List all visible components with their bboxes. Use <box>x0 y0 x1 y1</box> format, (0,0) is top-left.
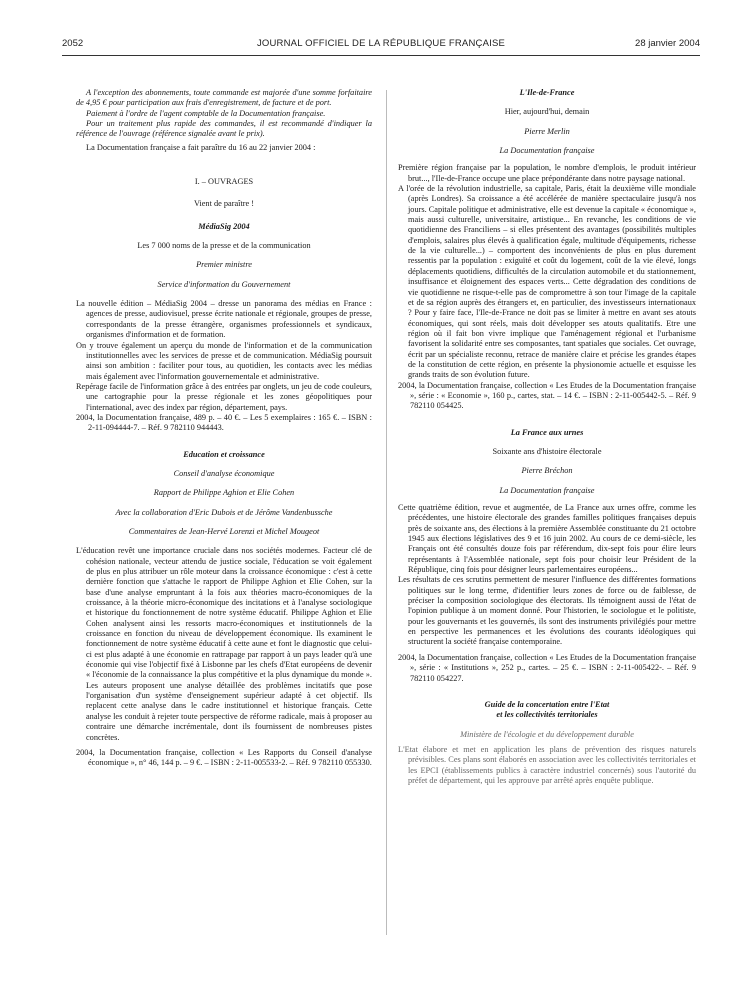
book-title: Education et croissance <box>183 449 265 459</box>
book-title-line2: et les collectivités territoriales <box>496 710 598 720</box>
book-description: L'Etat élabore et met en application les plans de prévention des risques naturels prévisibles. Ces plans sont élaborés en association avec les collectivités territoriales et les EPCI (établissements publics à caractère industriel concernés) sous l'autorité du préfet de département, qui les approuve par arrêté après enquête publique. <box>398 744 696 785</box>
page-number: 2052 <box>62 38 84 49</box>
book-title: L'Ile-de-France <box>519 88 575 97</box>
book-author: Premier ministre <box>196 260 252 270</box>
book-publisher: La Documentation française <box>499 485 595 495</box>
book-description: Cette quatrième édition, revue et augmentée, de La France aux urnes offre, comme les précédentes, une histoire électorale des grandes familles politiques françaises depuis près de soixante ans, des élections à la première Assemblée constituante du 21 octobre 1945 aux élections législatives des 9 et 16 juin 2002. Au cours de ce demi-siècle, les Français ont été consultés douze fois par référendum, dix-sept fois pour élire leurs représentants à l'Assemblée nationale, sept fois pour choisir leur Président de la République, cinq fois pour désigner leurs parlementaires européens... <box>398 503 696 575</box>
book-subtitle: Hier, aujourd'hui, demain <box>504 107 590 117</box>
book-description: L'éducation revêt une importance cruciale dans nos sociétés modernes. Facteur clé de cohésion nationale, vecteur attendu de justice sociale, l'éducation se voit également de plus en plus attribuer un rôle moteur dans la croissance économique : c'est à cette dernière fonction que s'attache le rapport de Philippe Aghion et Elie Cohen, sur la base d'une analyse empruntant à la fois aux théories macro-économiques de la croissance, à la théorie micro-économique des incitations et à l'analyse sociologique et historique du fonctionnement de notre système éducatif. Philippe Aghion et Elie Cohen analysent ainsi les ressorts macro-économiques et institutionnels de la croissance en fonction du niveau de développement économique. Ils examinent le fonctionnement de notre système éducatif à cette aune et font le diagnostic que celui-ci est plus adapté à une économie en rattrapage par rapport à un pays leader qu'à une économie qui vise l'objectif fixé à Lisbonne par les chefs d'Etat européens de devenir « l'économie de la connaissance la plus compétitive et la plus dynamique du monde ». Les auteurs proposent une analyse détaillée des problèmes incitatifs que pose l'organisation d'un système d'enseignement supérieur adapté à cet objectif. Ils replacent cette analyse dans le cadre institutionnel et historique français. Cette analyse les conduit à rejeter toute perspective de réforme radicale, mais à proposer au contraire une démarche incrémentale, dont ils fournissent de nombreuses pistes concrètes. <box>76 546 372 742</box>
order-note-2: Paiement à l'ordre de l'agent comptable de la Documentation française. <box>86 108 326 118</box>
book-reference: 2004, la Documentation française, collection « Les Rapports du Conseil d'analyse économique », n° 46, 144 p. – 9 €. – ISBN : 2-11-005533-2. – Réf. 9 782110 055330. <box>76 747 372 768</box>
book-reference: 2004, la Documentation française, collection « Les Etudes de la Documentation française », série : « Institutions », 252 p., cartes. – 25 €. – ISBN : 2-11-005422-. – Réf. 9 782110 054227. <box>398 652 696 683</box>
journal-title: JOURNAL OFFICIEL DE LA RÉPUBLIQUE FRANÇAISE <box>256 38 506 49</box>
book-description: Première région française par la population, le nombre d'emplois, le produit intérieur brut..., l'Ile-de-France occupe une place prépondérante dans notre paysage national. <box>398 163 696 183</box>
book-subtitle: Les 7 000 noms de la presse et de la communication <box>137 241 311 251</box>
left-column <box>76 88 372 769</box>
book-credit: Avec la collaboration d'Eric Dubois et de Jérôme Vandenbussche <box>115 507 333 517</box>
book-title: MédiaSig 2004 <box>198 221 250 231</box>
order-note-1: A l'exception des abonnements, toute commande est majorée d'une somme forfaitaire de 4,95 € pour participation aux frais d'enregistrement, de facture et de port. <box>76 88 372 108</box>
announcement: La Documentation française a fait paraître du 16 au 22 janvier 2004 : <box>86 142 316 152</box>
book-author: Pierre Merlin <box>524 126 570 136</box>
book-author: Pierre Bréchon <box>521 466 573 476</box>
book-publisher: Service d'information du Gouvernement <box>157 279 291 289</box>
book-description: La nouvelle édition – MédiaSig 2004 – dresse un panorama des médias en France : agences de presse, audiovisuel, presse écrite nationale et régionale, groupes de presse, correspondants de la presse étrangère, organismes professionnels et syndicaux, organismes d'information et de formation. <box>76 299 372 340</box>
header-rule <box>62 55 700 56</box>
book-credit: Commentaires de Jean-Hervé Lorenzi et Michel Mougeot <box>128 526 320 536</box>
book-credit: Rapport de Philippe Aghion et Elie Cohen <box>153 488 295 498</box>
book-subtitle: Soixante ans d'histoire électorale <box>492 446 602 456</box>
book-author: Conseil d'analyse économique <box>173 468 275 478</box>
book-reference: 2004, la Documentation française, 489 p. – 40 €. – Les 5 exemplaires : 165 €. – ISBN : 2-11-094444-7. – Réf. 9 782110 944443. <box>76 412 372 433</box>
issue-date: 28 janvier 2004 <box>635 38 700 49</box>
book-reference: 2004, la Documentation française, collection « Les Etudes de la Documentation française », série : « Economie », 160 p., cartes, stat. – 14 €. – ISBN : 2-11-005442-5. – Réf. 9 782110 054425. <box>398 380 696 411</box>
book-description: A l'orée de la révolution industrielle, sa capitale, Paris, était la deuxième ville mondiale (après Londres). Sa croissance a été accélérée de manière spectaculaire jusqu'à nos jours. Capitale politique et administrative, elle est devenue la capitale « économique », mais aussi culturelle, universitaire, artistique... En revanche, les conditions de vie quotidienne des Franciliens – si elles présentent des avantages (possibilités multiples d'emplois, salaires plus élevés à qualification égale, multitude d'équipements, richesse de la vie culturelle...) – comportent des inconvénients de plus en plus durement ressentis par la population : exiguïté et coût du logement, coût de la vie élevé, longs déplacements quotidiens, difficultés de la circulation automobile et du stationnement, insuffisance et éloignement des espaces verts... Cette dégradation des conditions de vie quotidienne ne risque-t-elle pas de compromettre à son tour l'image de la capitale et de sa région auprès des étrangers et, en particulier, des investisseurs internationaux ? Pour y faire face, l'Ile-de-France ne doit pas se limiter à mettre en avant ses atouts économiques, qui sont réels, mais doit développer ses atouts qualitatifs. Etre une région où il fait bon vivre implique que l'aménagement régional et l'urbanisme favorisent la solidarité entre ses composantes, tant spatiales que sociales. Cet ouvrage, écrit par un spécialiste reconnu, retrace de manière claire et précise les grandes étapes de la constitution de cette région, en présente la physionomie actuelle et esquisse les grands traits de son évolution future. <box>398 184 696 380</box>
book-title: La France aux urnes <box>510 427 584 437</box>
right-column <box>398 88 696 786</box>
new-release-label: Vient de paraître ! <box>193 199 255 209</box>
page-header <box>62 38 700 52</box>
book-title: Guide de la concertation entre l'Etat <box>484 699 610 709</box>
order-note-3: Pour un traitement plus rapide des commandes, il est recommandé d'indiquer la référence de l'ouvrage (référence signalée avant le prix). <box>76 119 372 139</box>
book-description: On y trouve également un aperçu du monde de l'information et de la communication institutionnelles avec les services de presse et de communication. MédiaSig poursuit ainsi son ambition : faciliter pour tous, au quotidien, les contacts avec les médias mais également avec l'information gouvernementale et administrative. <box>76 340 372 381</box>
book-description: Repérage facile de l'information grâce à des entrées par onglets, un jeu de code couleurs, une cartographie pour la presse régionale et les zones géopolitiques pour l'international, avec des index par région, département, pays. <box>76 381 372 412</box>
book-publisher: Ministère de l'écologie et du développement durable <box>460 729 634 739</box>
section-heading: I. – OUVRAGES <box>194 177 254 187</box>
book-description: Les résultats de ces scrutins permettent de mesurer l'influence des différentes formations politiques sur le long terme, d'identifier leurs zones de force ou de faiblesse, de préciser la composition sociologique des électorats. Ils témoignent aussi de l'état de l'opinion publique à un moment donné. Pour l'historien, le sociologue et le politiste, pour les gouvernants et les gouvernés, ils sont des instruments privilégiés pour mettre en perspective les permanences et les évolutions des courants idéologiques qui structurent la société française contemporaine. <box>398 575 696 647</box>
book-publisher: La Documentation française <box>499 146 595 156</box>
column-separator <box>386 90 387 935</box>
